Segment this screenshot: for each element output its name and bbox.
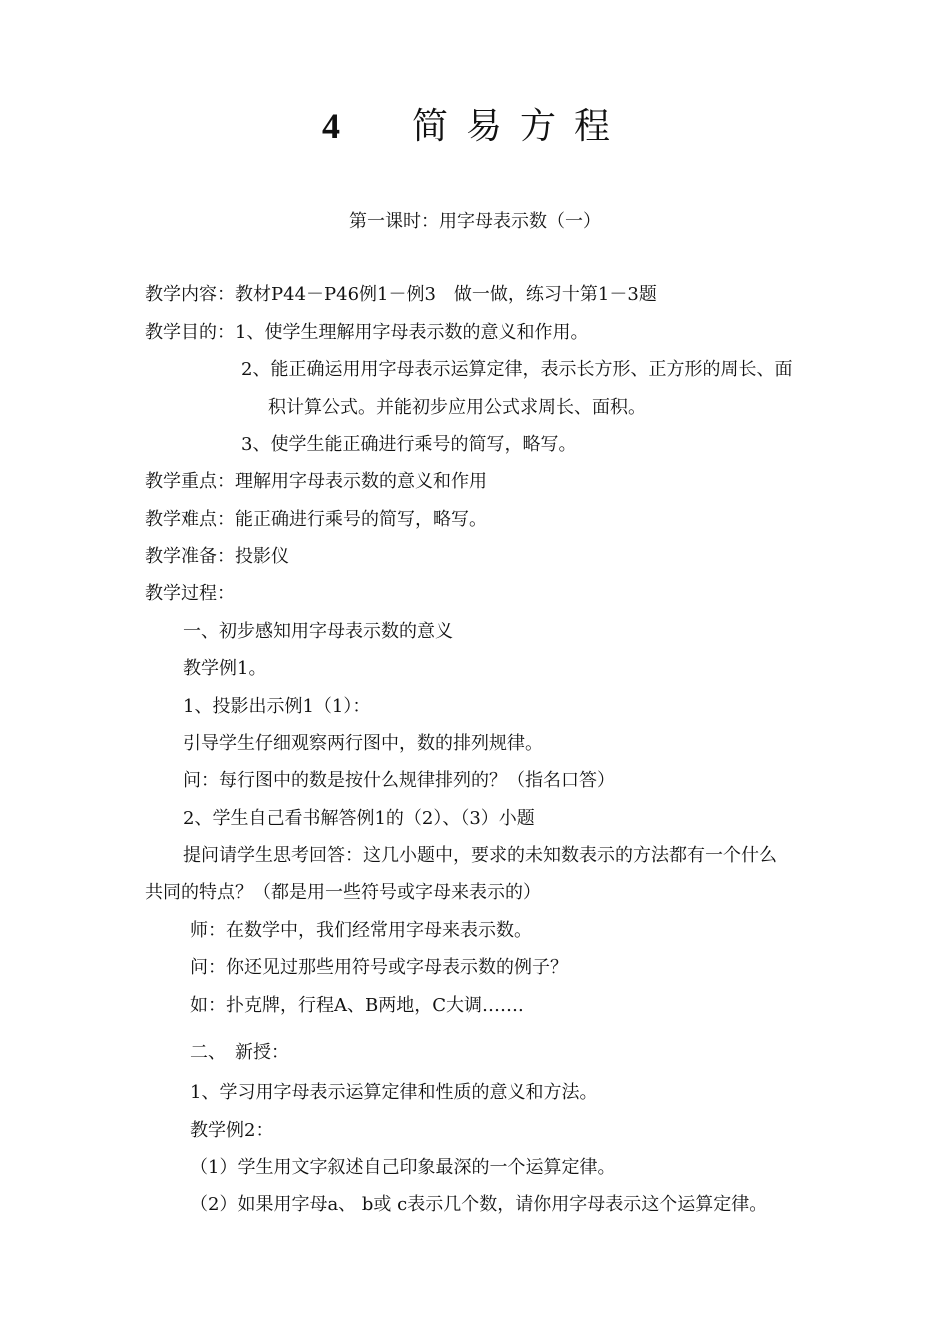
paragraph: 教学例1。 bbox=[183, 658, 267, 679]
teaching-goal-3: 3、使学生能正确进行乘号的简写，略写。 bbox=[241, 434, 577, 455]
paragraph: 提问请学生思考回答：这几小题中，要求的未知数表示的方法都有一个什么 bbox=[183, 845, 777, 866]
paragraph: （2）如果用字母a、 b或 c表示几个数，请你用字母表示这个运算定律。 bbox=[190, 1194, 768, 1215]
teaching-key-point: 教学重点：理解用字母表示数的意义和作用 bbox=[145, 471, 487, 492]
paragraph: 师：在数学中，我们经常用字母来表示数。 bbox=[190, 920, 532, 941]
chapter-title: 简易方程 bbox=[411, 106, 628, 147]
teaching-process-heading: 教学过程： bbox=[145, 583, 235, 604]
paragraph: 共同的特点？（都是用一些符号或字母来表示的） bbox=[145, 882, 541, 903]
teaching-goal-2: 2、能正确运用用字母表示运算定律，表示长方形、正方形的周长、面 bbox=[241, 359, 793, 380]
paragraph: 如：扑克牌，行程A、B两地，C大调……. bbox=[190, 995, 524, 1016]
paragraph: 引导学生仔细观察两行图中，数的排列规律。 bbox=[183, 733, 543, 754]
teaching-goal-2-cont: 积计算公式。并能初步应用公式求周长、面积。 bbox=[268, 397, 646, 418]
paragraph: 问：每行图中的数是按什么规律排列的？（指名口答） bbox=[183, 770, 615, 791]
paragraph: 1、投影出示例1（1）： bbox=[183, 696, 371, 717]
paragraph: （1）学生用文字叙述自己印象最深的一个运算定律。 bbox=[190, 1157, 616, 1178]
teaching-goal-1: 教学目的：1、使学生理解用字母表示数的意义和作用。 bbox=[145, 322, 589, 343]
teaching-difficulty: 教学难点：能正确进行乘号的简写，略写。 bbox=[145, 509, 487, 530]
paragraph: 1、学习用字母表示运算定律和性质的意义和方法。 bbox=[190, 1082, 598, 1103]
section-two-heading: 二、 新授： bbox=[190, 1042, 289, 1063]
page-title bbox=[0, 98, 950, 149]
lesson-subtitle: 第一课时：用字母表示数（一） bbox=[349, 211, 601, 232]
paragraph: 问：你还见过那些用符号或字母表示数的例子？ bbox=[190, 957, 568, 978]
teaching-content: 教学内容：教材P44－P46例1－例3 做一做，练习十第1－3题 bbox=[145, 284, 657, 305]
teaching-preparation: 教学准备：投影仪 bbox=[145, 546, 289, 567]
chapter-number: 4 bbox=[321, 106, 342, 146]
paragraph: 教学例2： bbox=[190, 1120, 274, 1141]
paragraph: 2、学生自己看书解答例1的（2）、（3）小题 bbox=[183, 808, 535, 829]
section-one-heading: 一、初步感知用字母表示数的意义 bbox=[183, 621, 453, 642]
